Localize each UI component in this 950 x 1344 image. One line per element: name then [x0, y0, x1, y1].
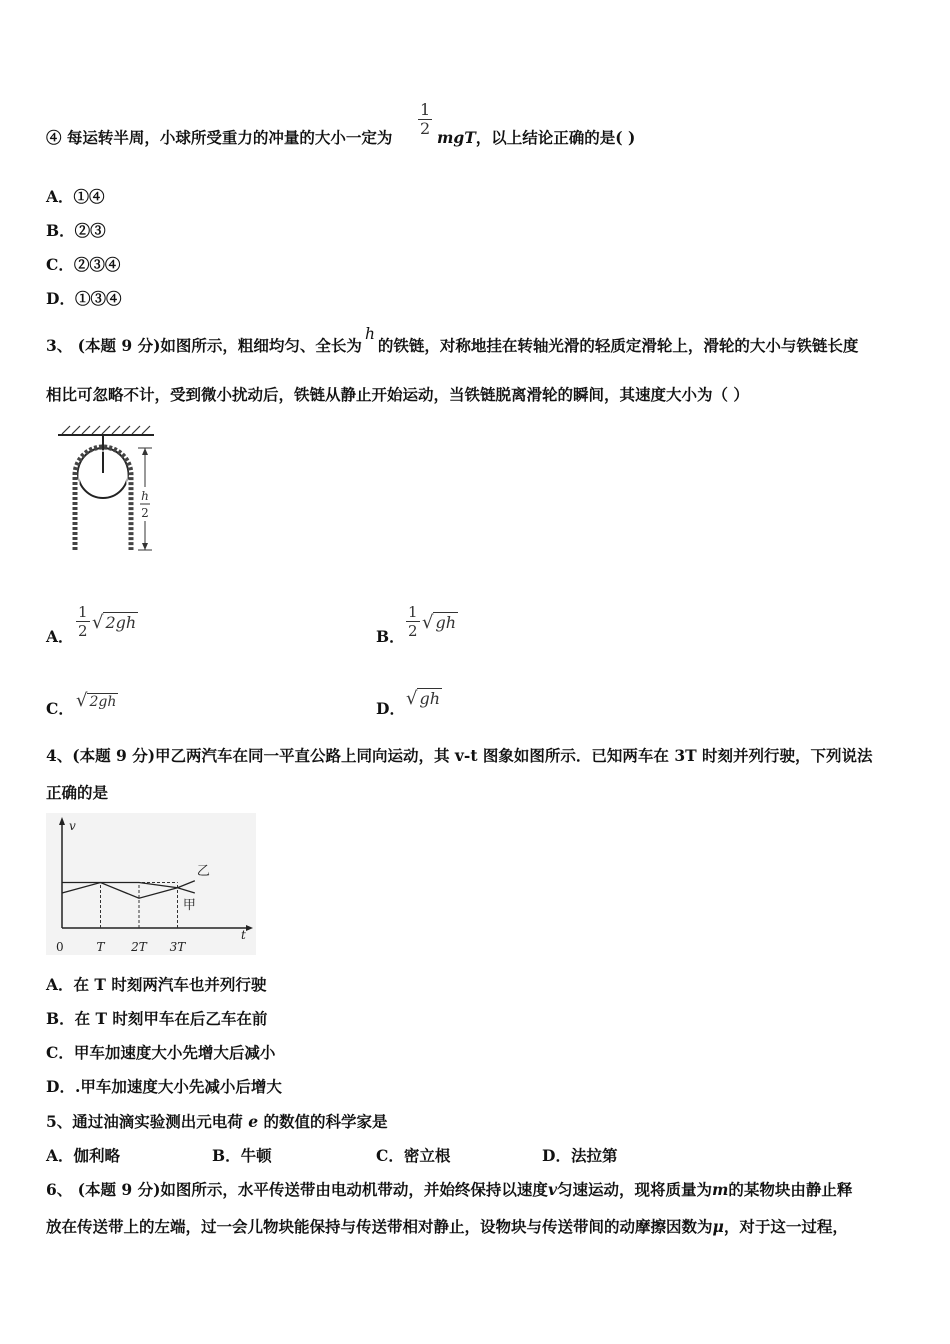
q3-h-symbol: h	[364, 325, 375, 343]
q3-option-d-sqrt: √ gh	[406, 688, 441, 709]
x-tick-label: 0	[56, 940, 64, 954]
q2-option-d[interactable]: D．①③④	[46, 289, 122, 308]
q4-line-2: 正确的是	[46, 783, 109, 802]
q4-option-b[interactable]: B．在 T 时刻甲车在后乙车在前	[46, 1009, 268, 1028]
x-tick-label: 2T	[131, 940, 147, 954]
q3-line-2: 相比可忽略不计，受到微小扰动后，铁链从静止开始运动，当铁链脱离滑轮的瞬间，其速度大小为（ ）	[46, 385, 749, 404]
q2-expr: mgT	[437, 128, 476, 147]
q2-option-a[interactable]: A．①④	[46, 187, 105, 206]
q3-option-b-sqrt: √ gh	[422, 612, 457, 633]
q4-line-1: 4、(本题 9 分)甲乙两汽车在同一平直公路上同向运动，其 v-t 图象如图所示．已知两车在 3T 时刻并列行驶，下列说法	[46, 746, 873, 765]
fig-label-num: h	[141, 489, 149, 503]
q4-option-a[interactable]: A．在 T 时刻两汽车也并列行驶	[46, 975, 267, 994]
q5-stem: 5、通过油滴实验测出元电荷 e 的数值的科学家是	[46, 1112, 388, 1131]
x-axis-arrow	[246, 925, 253, 931]
series-label-jia: 甲	[182, 898, 196, 913]
q3-option-d-label[interactable]: D．	[376, 699, 405, 718]
q2-statement-4	[46, 128, 392, 148]
q5-option-c[interactable]: C．密立根	[376, 1146, 451, 1165]
y-axis-label: v	[69, 819, 76, 833]
x-tick-label: T	[96, 940, 105, 954]
q3-option-a-coef: $\frac{1}{2}$	[78, 603, 88, 640]
q2-line-suffix: ，以上结论正确的是( )	[475, 128, 636, 147]
series-label-yi: 乙	[196, 863, 210, 879]
q6-line-1: 6、 (本题 9 分)如图所示，水平传送带由电动机带动，并始终保持以速度v匀速运动，现将质量为m的某物块由静止释	[46, 1180, 853, 1199]
q4-option-d[interactable]: D．.甲车加速度大小先减小后增大	[46, 1077, 282, 1096]
q3-line-1: 3、 (本题 9 分)如图所示，粗细均匀、全长为h的铁链，对称地挂在转轴光滑的轻质定滑轮上，滑轮的大小与铁链长度	[46, 325, 859, 355]
q3-option-a-label[interactable]: A．	[46, 627, 74, 646]
q2-line-rest	[437, 128, 635, 148]
vt-chart	[46, 813, 256, 955]
q2-option-b[interactable]: B．②③	[46, 221, 106, 240]
q5-option-a[interactable]: A．伽利略	[46, 1146, 121, 1165]
q3-option-b-label[interactable]: B．	[376, 627, 405, 646]
q5-option-b[interactable]: B．牛顿	[212, 1146, 272, 1165]
q2-line-prefix: ④ 每运转半周，小球所受重力的冲量的大小一定为	[46, 128, 393, 147]
q3-option-c-sqrt: √ 2gh	[76, 690, 117, 711]
q2-frac-num: 1	[420, 100, 431, 119]
series-line-yi	[62, 881, 195, 899]
fig-label-den: 2	[141, 506, 149, 520]
q5-option-d[interactable]: D．法拉第	[542, 1146, 618, 1165]
q3-option-b-coef: $\frac{1}{2}$	[408, 603, 418, 640]
q4-option-c[interactable]: C．甲车加速度大小先增大后减小	[46, 1043, 276, 1062]
x-axis-label: t	[241, 928, 246, 942]
q2-option-c[interactable]: C．②③④	[46, 255, 121, 274]
x-tick-label: 3T	[169, 940, 186, 954]
q3-option-c-label[interactable]: C．	[46, 699, 74, 718]
pulley-chain-figure	[56, 425, 166, 555]
q3-option-a-sqrt: √ 2gh	[92, 612, 137, 633]
q2-frac-den: 2	[420, 119, 431, 138]
y-axis-arrow	[59, 817, 65, 825]
q2-fraction	[418, 101, 432, 138]
q6-line-2: 放在传送带上的左端，过一会儿物块能保持与传送带相对静止，设物块与传送带间的动摩擦因数为μ，对于这一过程，	[46, 1217, 848, 1236]
